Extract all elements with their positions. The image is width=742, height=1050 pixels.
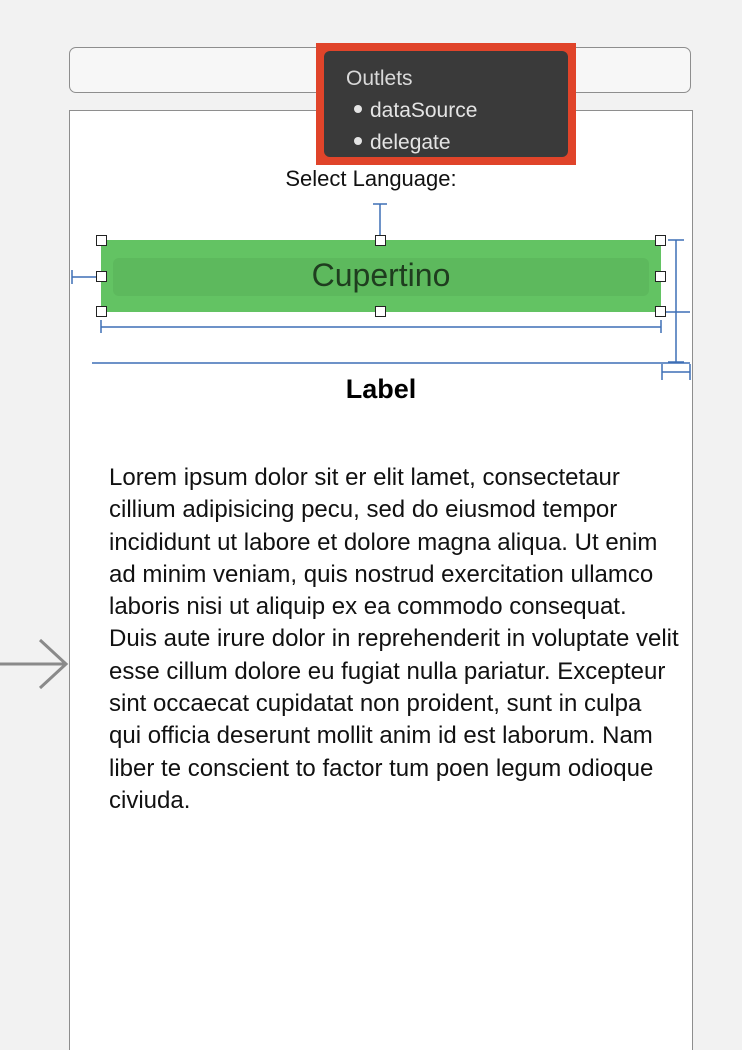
outlet-label: delegate xyxy=(370,131,451,154)
outlet-label: dataSource xyxy=(370,99,478,122)
resize-handle[interactable] xyxy=(655,306,666,317)
select-language-label[interactable]: Select Language: xyxy=(285,166,457,191)
picker-selected-value[interactable]: Cupertino xyxy=(311,257,451,293)
outlets-title: Outlets xyxy=(346,67,413,90)
resize-handle[interactable] xyxy=(96,271,107,282)
resize-handle[interactable] xyxy=(96,306,107,317)
outlets-panel xyxy=(324,51,568,157)
outlet-delegate[interactable] xyxy=(354,131,451,155)
resize-handle[interactable] xyxy=(655,271,666,282)
resize-handle[interactable] xyxy=(96,235,107,246)
outlets-popup xyxy=(316,43,576,165)
resize-handle[interactable] xyxy=(655,235,666,246)
outlet-datasource[interactable] xyxy=(354,99,477,123)
resize-handle[interactable] xyxy=(375,306,386,317)
resize-handle[interactable] xyxy=(375,235,386,246)
body-text-view[interactable]: Lorem ipsum dolor sit er elit lamet, consectetaur cillium adipisicing pecu, sed do eiusmod tempor incididunt ut labore et dolore magna aliqua. Ut enim ad minim veniam, quis nostrud exercitation ullamco laboris nisi ut aliquip ex ea commodo consequat. Duis aute irure dolor in reprehenderit in voluptate velit esse cillum dolore eu fugiat nulla pariatur. Excepteur sint occaecat cupidatat non proident, sunt in culpa qui officia deserunt mollit anim id est laborum. Nam liber te conscient to factor tum poen legum odioque civiuda. xyxy=(109,464,679,814)
outlet-connection-dot-icon[interactable] xyxy=(354,105,362,113)
outlet-connection-dot-icon[interactable] xyxy=(354,137,362,145)
title-label[interactable]: Label xyxy=(345,374,417,404)
